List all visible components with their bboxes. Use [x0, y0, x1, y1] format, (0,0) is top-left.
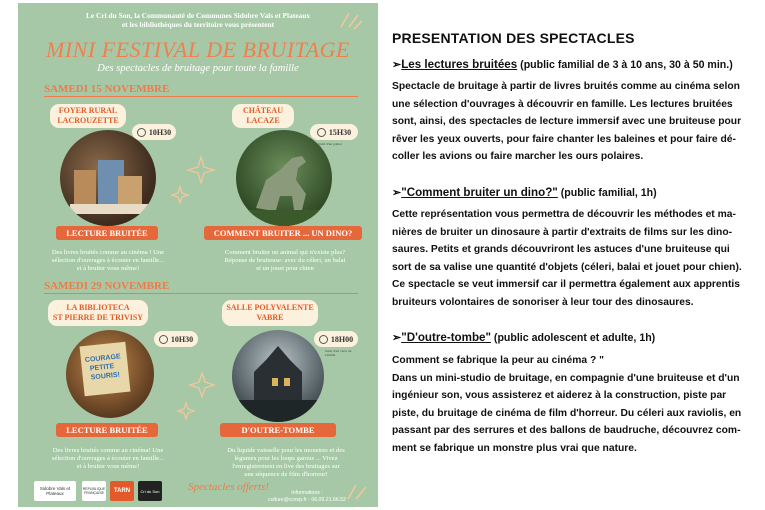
time-badge: 10H30 [154, 331, 198, 347]
clock-icon [137, 128, 146, 137]
date-day-1: SAMEDI 15 NOVEMBRE [44, 83, 358, 97]
event-label-comment-bruiter-dino: COMMENT BRUITER ... UN DINO? [204, 226, 362, 240]
event-desc-3: Des livres bruités comme au cinéma! Une sélection d'ouvrages à écouter en famille... et à bruiter vous même! [51, 447, 165, 470]
event-note: Suivi d'un goûter [318, 142, 342, 146]
arrow-icon: ➢ [392, 59, 402, 71]
event-note: Suivi d'un verre de l'amitié [325, 349, 352, 357]
festival-subtitle: Des spectacles de bruitage pour toute la famille [97, 63, 299, 74]
clock-icon [159, 335, 168, 344]
arrow-icon: ➢ [392, 187, 402, 199]
logo-sidobre: Sidobre Vals et Plateaux [34, 481, 76, 501]
time-badge: 10H30 [132, 124, 176, 140]
event-desc-1: Des livres bruités comme au cinéma ! Une sélection d'ouvrages à écouter en famille... et à bruiter vous même! [51, 249, 165, 272]
contact-info: Informations : culture@ccsvp.fr - 06.09.21.66.52 [268, 490, 346, 503]
star-decoration-icon [176, 369, 216, 425]
logo-tarn: TARN [110, 481, 134, 501]
event-desc-4: Du liquide vaisselle pour les monstres et des légumes pour les loups garous ... Vivez l'enregistrement en live des bruitages sur une séquence de film d'horreur! [227, 447, 345, 478]
logo-republique: RÉPUBLIQUE FRANÇAISE [82, 481, 106, 501]
book-cover-text: SOURIS! [90, 371, 121, 382]
festival-poster [18, 3, 378, 507]
photo-dinosaur [236, 130, 332, 226]
book-image-icon [66, 330, 154, 418]
free-shows-text: Spectacles offerts! [188, 481, 269, 493]
book-cover-text: PETITE [89, 363, 115, 373]
event-desc-2: Comment bruiter un animal qui n'existe plus? Réponse de bruiteuse: avec du céleri, un balai et un jouet pour chien [224, 249, 346, 272]
time-badge: 18H00 [314, 331, 358, 347]
festival-title: MINI FESTIVAL DE BRUITAGE [46, 37, 350, 62]
arrow-icon: ➢ [392, 332, 402, 344]
section-text-dino: Cette représentation vous permettra de découvrir les méthodes et ma- nières de bruiter un dinosaure à partir d'extraits de films sur les dino- saures. Petits et grands découvriront les astuces d'une bruiteuse qui sort de sa valise une quantité d'objets (céleri, balai et jouet pour chien). Ce spectacle se veut immersif car il permettra également aux apprentis bruiteurs volontaires de sonoriser à leur tour des dinosaures. [392, 209, 742, 308]
time-badge: 15H30 [310, 124, 358, 140]
venue-chateau-lacaze: CHÂTEAU LACAZE [232, 104, 294, 128]
section-text-outre-tombe: Comment se fabrique la peur au cinéma ? " Dans un mini-studio de bruitage, en compagnie d'une bruiteuse et d'un ingénieur son, vous assisterez et aiderez à la construction, piste par piste, du bruitage de cinéma de film d'horreur. Du céleri aux raviolis, en passant par des serrures et des ballons de baudruche, découvrez com- ment se fabrique un monstre plus vrai que nature. [392, 355, 742, 454]
clock-icon [319, 335, 328, 344]
deco-sparkle-icon [344, 477, 370, 503]
deco-sparkle-icon [338, 9, 364, 31]
event-label-lecture-bruitee-1: LECTURE BRUITÉE [56, 226, 158, 240]
presentation-title: PRESENTATION DES SPECTACLES [392, 30, 635, 46]
section-heading-lectures: ➢Les lectures bruitées (public familial de 3 à 10 ans, 30 à 50 min.) [392, 58, 733, 71]
logo-cri-du-son: Cri du Son [138, 481, 162, 501]
poster-header: Le Cri du Son, la Communauté de Communes Sidobre Vals et Plateaux et les bibliothèques du territoire vous présentent [85, 11, 311, 29]
event-label-outre-tombe: D'OUTRE-TOMBE [220, 423, 336, 437]
venue-la-biblioteca: LA BIBLIOTECA ST PIERRE DE TRIVISY [48, 300, 148, 326]
venue-foyer-rural: FOYER RURAL LACROUZETTE [50, 104, 126, 128]
books-image-icon [60, 130, 156, 226]
photo-books [60, 130, 156, 226]
photo-haunted-house [232, 330, 324, 422]
venue-salle-polyvalente: SALLE POLYVALENTE VABRE [222, 300, 318, 326]
star-decoration-icon [166, 153, 216, 213]
section-text-lectures: Spectacle de bruitage à partir de livres bruités comme au cinéma selon une sélection d'ouvrages à découvrir en famille. Les lectures bruitées sont, ainsi, des spectacles de lecture immersif avec une bruiteuse pour rêver les yeux ouverts, pour faire chanter les baleines et pour faire dé- coller les avions ou faire marcher les ours polaires. [392, 81, 742, 163]
event-label-lecture-bruitee-2: LECTURE BRUITÉE [56, 423, 158, 437]
book-cover-text: COURAGE [84, 353, 121, 365]
dinosaur-image-icon [236, 130, 332, 226]
clock-icon [317, 128, 326, 137]
section-heading-dino: ➢"Comment bruiter un dino?" (public familial, 1h) [392, 186, 657, 199]
section-heading-outre-tombe: ➢"D'outre-tombe" (public adolescent et adulte, 1h) [392, 331, 656, 344]
photo-book-reading [66, 330, 154, 418]
date-day-2: SAMEDI 29 NOVEMBRE [44, 280, 358, 294]
haunted-house-icon [232, 330, 324, 422]
